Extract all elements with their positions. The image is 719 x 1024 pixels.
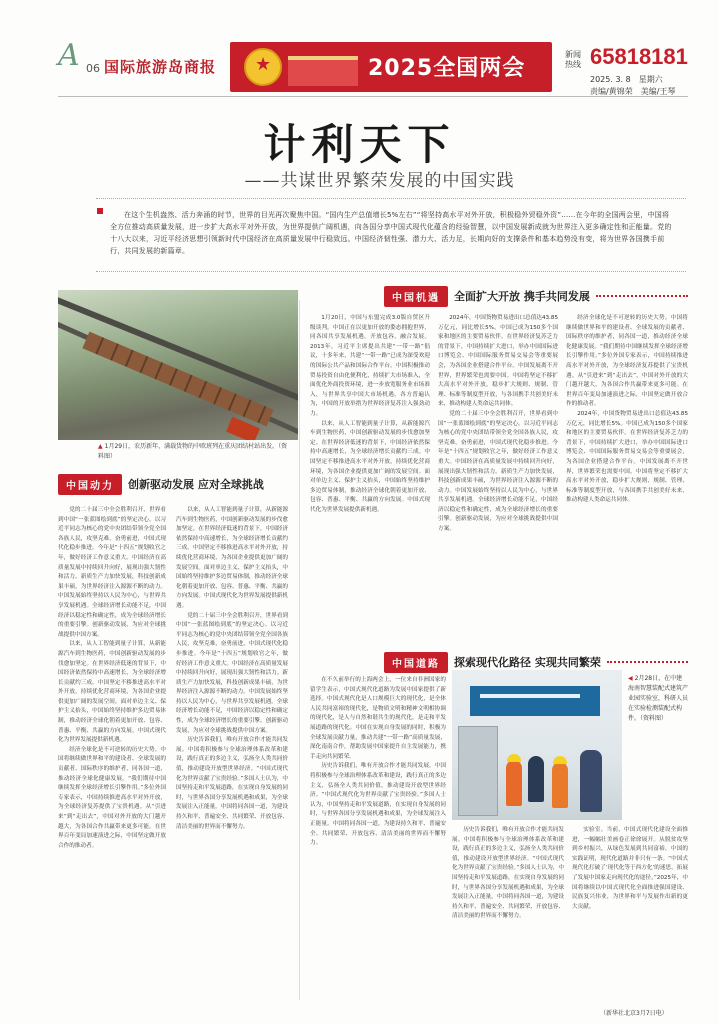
lead-marker-icon — [97, 208, 103, 214]
lead-paragraph: 在这个生机盎然、活力奔涌的时节，世界的目光再次聚焦中国。“国内生产总值增长5%左右”“将坚持高水平对外开放，积极稳外贸稳外资”……在今年的全国两会里，中国将全方位推动高质量发展，进一步扩大高水平对外开放，为世界提供广阔机遇，向各国分享中国式现代化蕴含的经验智慧，以中国发展新成就为世界注入更多确定性和正能量。党的十八大以来，习近平经济思想引领新时代中国经济在高质量发展中行稳致远。中国经济韧性强、潜力大、活力足，长期向好的支撑条件和基本趋势没有变，将为世界各国携手前行，共同发展的新篇章。 — [110, 211, 672, 255]
text-column: 在不久前举行的上海两会上，一位来自非洲国家的留学生表示，中国式现代化道路为发展中国家提供了新选择。中国式现代化是人口规模巨大的现代化，是全体人民共同富裕的现代化，是物质文明和精神文明相协调的现代化，是人与自然和谐共生的现代化，是走和平发展道路的现代化。中国在实现自身发展的同时，积极为全球发展贡献力量，推动共建“一带一路”高质量发展，深化南南合作，帮助发展中国家提升自主发展能力，携手走向共同繁荣。 历史告诉我们，唯有开放合作才能共同发展。中国将积极参与全球治理体系改革和建设，践行真正的多边主义，弘扬全人类共同价值，推动建设开放型世界经济。“中国式现代化为世界贡献了宝贵经验。”多国人士认为，中国坚持走和平发展道路，在实现自身发展的同时，与世界各国分享发展机遇和成果，为全球发展注入正能量。中国将同各国一道，为建设持久和平、普遍安全、共同繁荣、开放包容、清洁美丽的世界而不懈努力。 — [310, 677, 446, 847]
section-title: 创新驱动发展 应对全球挑战 — [128, 478, 264, 491]
text-column: 实验室。当前，中国式现代化建设全面推进，一幅幅壮美画卷正徐徐展开。从脱贫攻坚到乡村振兴，从绿色发展到共同富裕，中国的实践证明，现代化道路并非只有一条。“中国式现代化打破了‘现代化等于西方化’的迷思，拓展了发展中国家走向现代化的途径。”2025年，中国将继续以中国式现代化全面推进强国建设、民族复兴伟业，为世界和平与发展作出新的更大贡献。 — [572, 827, 688, 910]
page-number: 06 — [86, 62, 100, 75]
lab-caption-text: 2月28日，在中建海南智慧装配式建筑产业园实验室，科研人员在实验检测装配式构件。（资料图） — [628, 675, 689, 722]
national-emblem-icon — [244, 48, 282, 86]
freight-train-photo — [58, 290, 298, 440]
great-hall-icon — [288, 56, 358, 86]
section-tag: 中国道路 — [384, 652, 448, 673]
text-column: 党的二十届三中全会胜利召开，世界看到中国“一张蓝图绘到底”的坚定决心。以习近平同志为核心的党中央团结带领全党全国各族人民，攻坚克难，奋勇前进，中国式现代化稳步推进。今年是“十四五”规划收官之年，做好经济工作意义重大。中国经济在高质量发展中持续回升向好，展现出强大韧性和活力。新质生产力加快发展，科技创新成果丰硕，为世界经济注入源源不断的动力。中国发展始终坚持以人民为中心，与世界共享发展机遇。全球经济增长动能不足，中国经济以稳定性和确定性，成为全球经济增长的重要引擎。创新驱动发展，为应对全球挑战提供中国方案。 以来，从人工智能到量子计算，从新能源汽车到生物医药，中国创新驱动发展的步伐愈加坚定。在世界经济低迷的背景下，中国经济依然保持中高速增长，为全球经济增长贡献约三成。中国坚定不移推进高水平对外开放，持续优化营商环境，为各国企业提供更加广阔的发展空间。面对单边主义、保护主义抬头，中国始终坚持维护多边贸易体制，推动经济全球化朝着更加开放、包容、普惠、平衡、共赢的方向发展。中国式现代化为世界发展提供新机遇。 经济全球化是不可逆转的历史大势。中国将继续做世界和平的建设者、全球发展的贡献者、国际秩序的维护者，同各国一道，推动经济全球化健康发展。“我们期待中国继续发挥全球经济增长引擎作用。”多位外国专家表示，中国持续推进高水平对外开放，为全球经济复苏提供了宝贵机遇。从“引进来”到“走出去”，中国对外开放的大门越开越大，为各国合作共赢带来更多可能。在世界百年变局加速演进之际，中国坚定做开放合作的推动者。 — [58, 507, 166, 849]
train-caption-text: 1月29日，农历新年，满载货物的中欧班列在重庆团结村站出发。（资料图） — [98, 443, 288, 460]
text-column: 历史告诉我们，唯有开放合作才能共同发展。中国将积极参与全球治理体系改革和建设，践行真正的多边主义，弘扬全人类共同价值，推动建设开放型世界经济。“中国式现代化为世界贡献了宝贵经验。”多国人士认为，中国坚持走和平发展道路，在实现自身发展的同时，与世界各国分享发展机遇和成果，为全球发展注入正能量。中国将同各国一道，为建设持久和平、普遍安全、共同繁荣、开放包容、清洁美丽的世界而不懈努力。 — [452, 827, 564, 920]
caption-marker-icon: ▲ — [98, 443, 103, 450]
text-column: 经济全球化是不可逆转的历史大势。中国将继续做世界和平的建设者、全球发展的贡献者、国际秩序的维护者，同各国一道，推动经济全球化健康发展。“我们期待中国继续发挥全球经济增长引擎作用。”多位外国专家表示，中国持续推进高水平对外开放，为全球经济复苏提供了宝贵机遇。从“引进来”到“走出去”，中国对外开放的大门越开越大，为各国合作共赢带来更多可能。在世界百年变局加速演进之际，中国坚定做开放合作的推动者。 2024年，中国货物贸易进出口总值达43.85万亿元，同比增长5%。中国已成为150多个国家和地区的主要贸易伙伴。在世界经济复苏乏力的背景下，中国持续扩大进口，举办中国国际进口博览会、中国国际服务贸易交易会等重要展会，为各国企业搭建合作平台。中国发展离不开世界，世界繁荣也需要中国。中国将坚定不移扩大高水平对外开放，稳步扩大规则、规制、管理、标准等制度型开放，与各国携手共创美好未来，推动构建人类命运共同体。 — [566, 315, 688, 504]
page-headline: 计利天下 — [263, 120, 456, 169]
issue-date: 2025. 3. 8 星期六 — [590, 75, 663, 84]
text-column: 2024年，中国货物贸易进出口总值达43.85万亿元，同比增长5%。中国已成为150多个国家和地区的主要贸易伙伴。在世界经济复苏乏力的背景下，中国持续扩大进口，举办中国国际进口博览会、中国国际服务贸易交易会等重要展会，为各国企业搭建合作平台。中国发展离不开世界，世界繁荣也需要中国。中国将坚定不移扩大高水平对外开放，稳步扩大规则、规制、管理、标准等制度型开放，与各国携手共创美好未来，推动构建人类命运共同体。 党的二十届三中全会胜利召开，世界看到中国“一张蓝图绘到底”的坚定决心。以习近平同志为核心的党中央团结带领全党全国各族人民，攻坚克难，奋勇前进，中国式现代化稳步推进。今年是“十四五”规划收官之年，做好经济工作意义重大。中国经济在高质量发展中持续回升向好，展现出强大韧性和活力。新质生产力加快发展，科技创新成果丰硕，为世界经济注入源源不断的动力。中国发展始终坚持以人民为中心，与世界共享发展机遇。全球经济增长动能不足，中国经济以稳定性和确定性，成为全球经济增长的重要引擎。创新驱动发展，为应对全球挑战提供中国方案。 — [438, 315, 558, 533]
hotline-number: 65818181 — [590, 44, 688, 69]
section-header-opportunity — [384, 286, 688, 306]
train-photo-caption — [98, 442, 288, 462]
banner-title: 2025全国两会 — [368, 56, 526, 81]
section-title: 探索现代化路径 实现共同繁荣 — [454, 656, 601, 669]
section-tag: 中国动力 — [58, 474, 122, 495]
caption-marker-icon: ◀ — [628, 675, 633, 682]
lab-researchers-photo — [452, 670, 622, 820]
section-header-path — [384, 652, 688, 672]
page-letter: A — [58, 38, 80, 73]
text-column: 以来，从人工智能到量子计算，从新能源汽车到生物医药，中国创新驱动发展的步伐愈加坚定。在世界经济低迷的背景下，中国经济依然保持中高速增长，为全球经济增长贡献约三成。中国坚定不移推进高水平对外开放，持续优化营商环境，为各国企业提供更加广阔的发展空间。面对单边主义、保护主义抬头，中国始终坚持维护多边贸易体制，推动经济全球化朝着更加开放、包容、普惠、平衡、共赢的方向发展。中国式现代化为世界发展提供新机遇。 党的二十届三中全会胜利召开，世界看到中国“一张蓝图绘到底”的坚定决心。以习近平同志为核心的党中央团结带领全党全国各族人民，攻坚克难，奋勇前进，中国式现代化稳步推进。今年是“十四五”规划收官之年，做好经济工作意义重大。中国经济在高质量发展中持续回升向好，展现出强大韧性和活力。新质生产力加快发展，科技创新成果丰硕，为世界经济注入源源不断的动力。中国发展始终坚持以人民为中心，与世界共享发展机遇。全球经济增长动能不足，中国经济以稳定性和确定性，成为全球经济增长的重要引擎。创新驱动发展，为应对全球挑战提供中国方案。 历史告诉我们，唯有开放合作才能共同发展。中国将积极参与全球治理体系改革和建设，践行真正的多边主义，弘扬全人类共同价值，推动建设开放型世界经济。“中国式现代化为世界贡献了宝贵经验。”多国人士认为，中国坚持走和平发展道路，在实现自身发展的同时，与世界各国分享发展机遇和成果，为全球发展注入正能量。中国将同各国一道，为建设持久和平、普遍安全、共同繁荣、开放包容、清洁美丽的世界而不懈努力。 — [176, 507, 288, 830]
lab-photo-caption — [628, 674, 688, 724]
two-sessions-banner — [230, 42, 552, 92]
hotline-label: 新闻热线 — [565, 50, 581, 69]
editors: 责编/黄锦荣 美编/王琴 — [590, 87, 676, 96]
lead-box — [96, 198, 686, 272]
text-column: 1月20日，中国与东盟完成3.0版自贸区升级谈判。中国正在以更加开放的姿态拥抱世界，同各国共享发展机遇。开放包容，融合发展。2013年，习近平主席提出共建“一带一路”倡议，十多年来，共建“一带一路”已成为深受欢迎的国际公共产品和国际合作平台。中国积极推动贸易投资自由化便利化，持续扩大市场准入，全面优化外商投资环境，进一步放宽服务业市场准入，与世界共享中国大市场机遇。各方普遍认为，中国的开放举措为世界经济复苏注入强劲动力。 以来，从人工智能到量子计算，从新能源汽车到生物医药，中国创新驱动发展的步伐愈加坚定。在世界经济低迷的背景下，中国经济依然保持中高速增长，为全球经济增长贡献约三成。中国坚定不移推进高水平对外开放，持续优化营商环境，为各国企业提供更加广阔的发展空间。面对单边主义、保护主义抬头，中国始终坚持维护多边贸易体制，推动经济全球化朝着更加开放、包容、普惠、平衡、共赢的方向发展。中国式现代化为世界发展提供新机遇。 — [310, 315, 430, 513]
masthead — [0, 0, 719, 104]
section-title: 全面扩大开放 携手共同发展 — [454, 290, 590, 303]
masthead-divider — [58, 96, 688, 97]
news-credit: （新华社北京3月7日电） — [600, 1010, 668, 1017]
paper-name: 国际旅游岛商报 — [104, 58, 217, 76]
page-subhead: ——共谋世界繁荣发展的中国实践 — [244, 171, 515, 191]
column-divider — [299, 300, 300, 1000]
section-header-momentum — [58, 474, 298, 494]
section-tag: 中国机遇 — [384, 286, 448, 307]
